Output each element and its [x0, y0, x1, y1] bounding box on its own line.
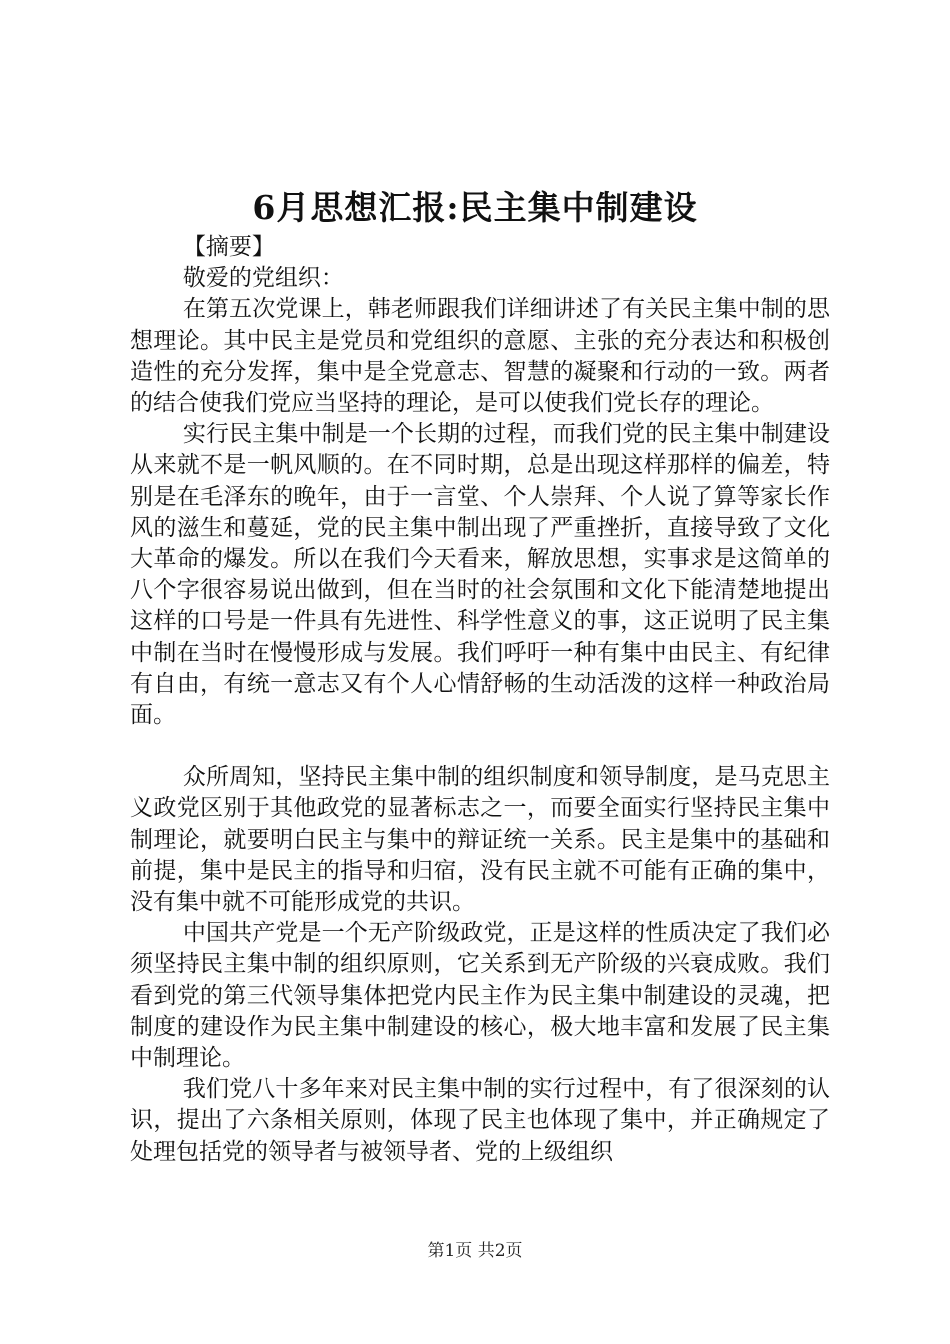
- paragraph: 众所周知，坚持民主集中制的组织制度和领导制度，是马克思主义政党区别于其他政党的显著标志之一，而要全面实行坚持民主集中制理论，就要明白民主与集中的辩证统一关系。民主是集中的基础和前提，集中是民主的指导和归宿，没有民主就不可能有正确的集中，没有集中就不可能形成党的共识。: [130, 764, 830, 916]
- document-body: [130, 232, 830, 1168]
- salutation: 敬爱的党组织：: [182, 265, 344, 292]
- paragraph: 中国共产党是一个无产阶级政党，正是这样的性质决定了我们必须坚持民主集中制的组织原则，它关系到无产阶级的兴衰成败。我们看到党的第三代领导集体把党内民主作为民主集中制建设的灵魂，把制度的建设作为民主集中制建设的核心，极大地丰富和发展了民主集中制理论。: [130, 920, 830, 1072]
- abstract-label: 【摘要】: [182, 234, 275, 260]
- paragraph: 在第五次党课上，韩老师跟我们详细讲述了有关民主集中制的思想理论。其中民主是党员和党组织的意愿、主张的充分表达和积极创造性的充分发挥，集中是全党意志、智慧的凝聚和行动的一致。两者的结合使我们党应当坚持的理论，是可以使我们党长存的理论。: [130, 296, 830, 417]
- paragraph: 我们党八十多年来对民主集中制的实行过程中，有了很深刻的认识，提出了六条相关原则，体现了民主也体现了集中，并正确规定了处理包括党的领导者与被领导者、党的上级组织: [130, 1076, 830, 1165]
- document-title: 6月思想汇报:民主集中制建设: [252, 188, 698, 227]
- paragraph: 实行民主集中制是一个长期的过程，而我们党的民主集中制建设从来就不是一帆风顺的。在不同时期，总是出现这样那样的偏差，特别是在毛泽东的晚年，由于一言堂、个人崇拜、个人说了算等家长作风的滋生和蔓延，党的民主集中制出现了严重挫折，直接导致了文化大革命的爆发。所以在我们今天看来，解放思想，实事求是这简单的八个字很容易说出做到，但在当时的社会氛围和文化下能清楚地提出这样的口号是一件具有先进性、科学性意义的事，这正说明了民主集中制在当时在慢慢形成与发展。我们呼吁一种有集中由民主、有纪律有自由，有统一意志又有个人心情舒畅的生动活泼的这样一种政治局面。: [130, 421, 830, 729]
- page-footer: 第1页 共2页: [427, 1241, 523, 1261]
